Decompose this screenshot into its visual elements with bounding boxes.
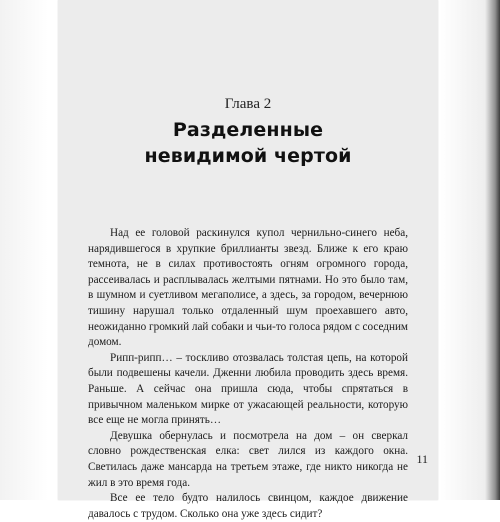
chapter-title-line: невидимой чертой (144, 145, 352, 167)
chapter-body (88, 226, 408, 522)
chapter-title (58, 117, 438, 169)
chapter-number: Глава 2 (224, 96, 272, 112)
book-page (58, 0, 438, 520)
paragraph: Рипп-рипп… – тоскливо отозвалась толстая цепь, на которой были подвешены качели. Дженни любила проводить здесь время. Раньше. А сейчас она пришла сюда, чтобы спрятаться в привычном маленьком мирке от ужасающей реальности, которую все еще не могла принять… (88, 351, 408, 427)
paragraph: Все ее тело будто налилось свинцом, каждое движение давалось с трудом. Сколько она уже здесь сидит? (88, 492, 408, 520)
chapter-title-line: Разделенные (172, 119, 324, 141)
paragraph: Над ее головой раскинулся купол чернильно-синего неба, нарядившегося в хрупкие бриллианты звезд. Ближе к его краю темнота, не в силах противостоять огням огромного города, рассеивалась и расплывалась желтыми пятнами. Но это было там, в шумном и суетливом мегаполисе, а здесь, за городом, вечернюю тишину нарушал только отдаленный шум проехавшего авто, неожиданно громкий лай собаки и чьи-то голоса рядом с соседним домом. (88, 227, 409, 349)
scan-margin-right (440, 0, 500, 500)
page-number: 11 (416, 452, 428, 466)
scan-margin-left (0, 0, 48, 500)
paragraph: Девушка обернулась и посмотрела на дом – он сверкал словно рождественская елка: свет лился из каждого окна. Светилась даже мансарда на третьем этаже, где никто никогда не жил в это время года. (88, 429, 408, 489)
